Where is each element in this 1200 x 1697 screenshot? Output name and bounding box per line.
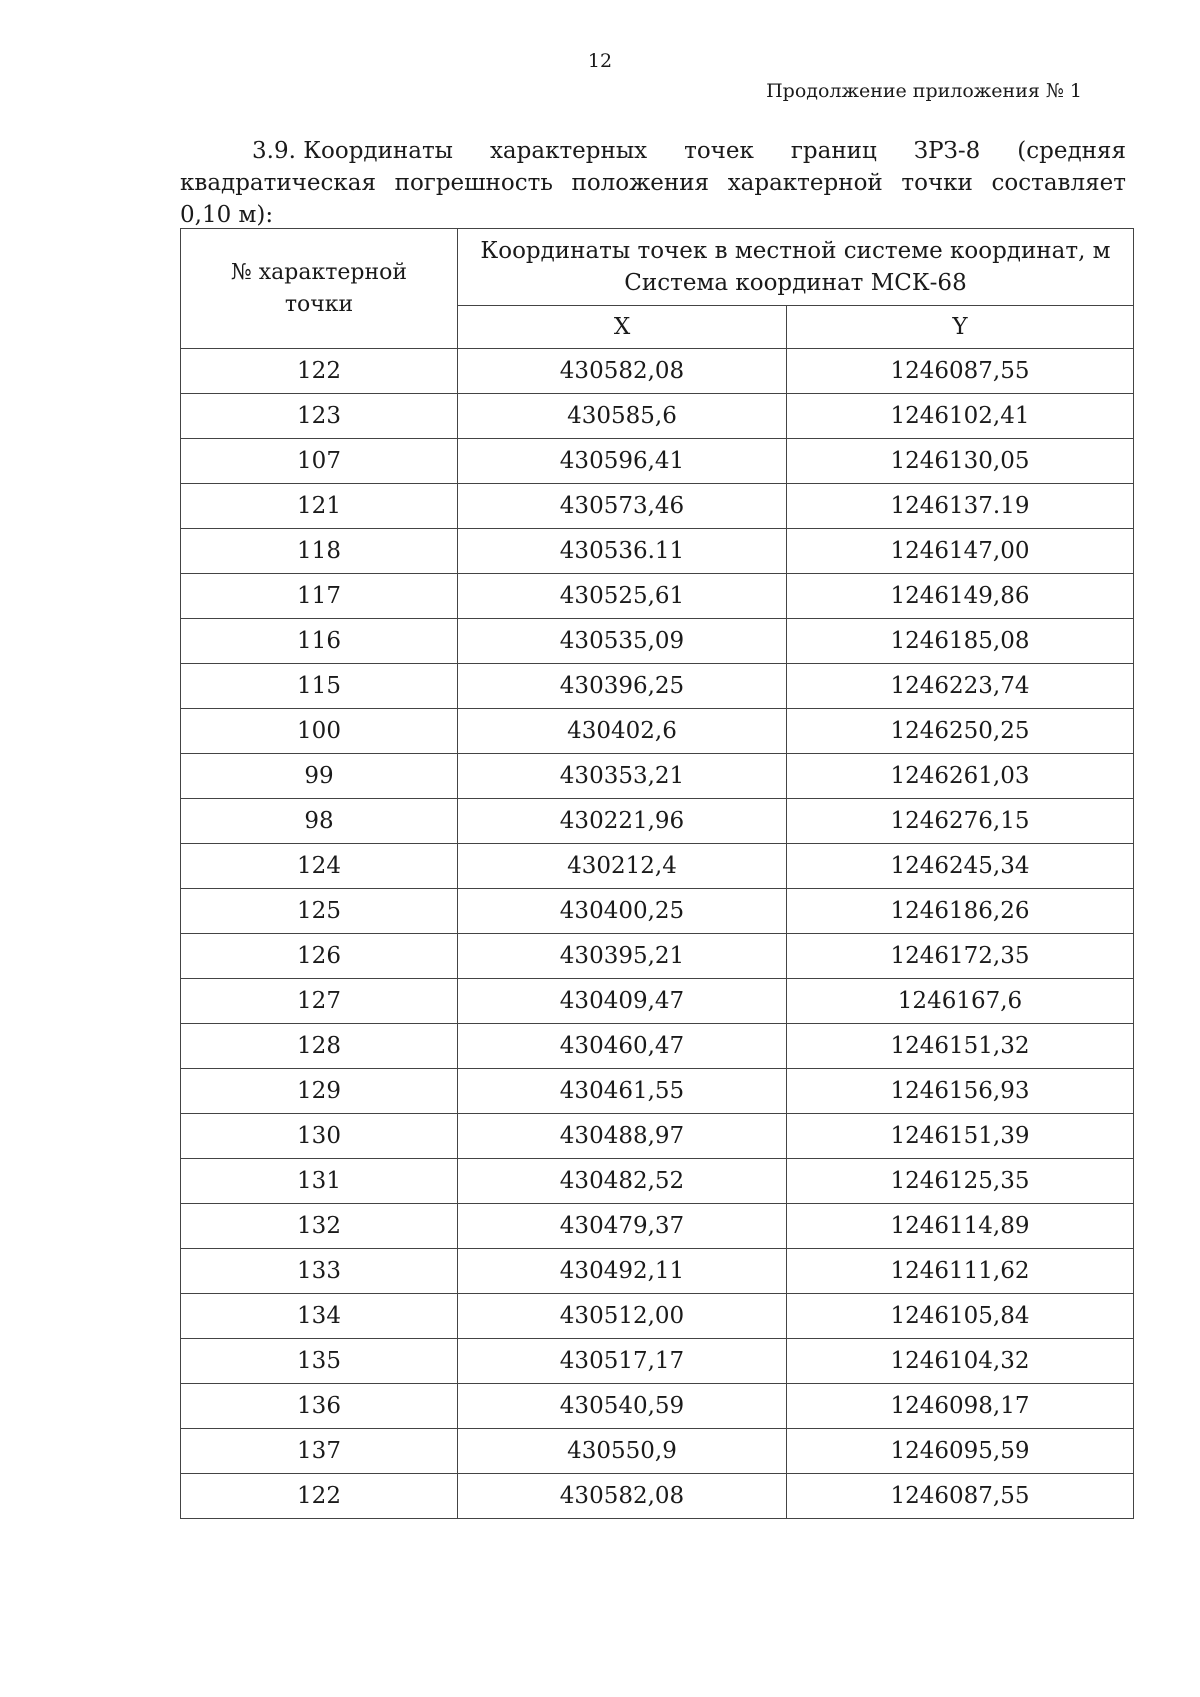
point-number-cell: 126	[181, 934, 458, 979]
intro-word: точек	[684, 138, 754, 164]
intro-word: квадратическая	[180, 170, 376, 196]
point-number-cell: 129	[181, 1069, 458, 1114]
page-number: 12	[587, 50, 613, 72]
coords-header-line-1: Координаты точек в местной системе координат, м	[480, 238, 1111, 264]
table-row	[181, 1024, 1134, 1069]
y-coordinate-cell: 1246087,55	[787, 1474, 1134, 1519]
x-coordinate-cell: 430585,6	[458, 394, 787, 439]
table-row	[181, 1294, 1134, 1339]
y-coordinate-cell: 1246102,41	[787, 394, 1134, 439]
x-coordinate-cell: 430409,47	[458, 979, 787, 1024]
table-header-row	[181, 229, 1134, 306]
point-number-cell: 115	[181, 664, 458, 709]
intro-word: (средняя	[1017, 138, 1126, 164]
x-coordinate-cell: 430517,17	[458, 1339, 787, 1384]
point-number-cell: 116	[181, 619, 458, 664]
intro-word: погрешность	[394, 170, 553, 196]
intro-line-3: 0,10 м):	[180, 202, 274, 228]
x-coordinate-cell: 430402,6	[458, 709, 787, 754]
x-coordinate-cell: 430400,25	[458, 889, 787, 934]
intro-word: положения	[571, 170, 710, 196]
x-coordinate-cell: 430582,08	[458, 349, 787, 394]
point-number-cell: 98	[181, 799, 458, 844]
table-row	[181, 709, 1134, 754]
table-row	[181, 1249, 1134, 1294]
table-row	[181, 1429, 1134, 1474]
coordinates-table	[180, 228, 1134, 1519]
x-coordinate-cell: 430353,21	[458, 754, 787, 799]
y-coordinate-cell: 1246111,62	[787, 1249, 1134, 1294]
section-intro-paragraph	[180, 135, 1126, 231]
y-coordinate-cell: 1246098,17	[787, 1384, 1134, 1429]
table-row	[181, 799, 1134, 844]
y-coordinate-cell: 1246151,39	[787, 1114, 1134, 1159]
table-row	[181, 1204, 1134, 1249]
point-number-cell: 100	[181, 709, 458, 754]
x-coordinate-cell: 430212,4	[458, 844, 787, 889]
intro-word: границ	[790, 138, 877, 164]
y-coordinate-cell: 1246151,32	[787, 1024, 1134, 1069]
point-number-cell: 130	[181, 1114, 458, 1159]
table-row	[181, 979, 1134, 1024]
x-coordinate-cell: 430540,59	[458, 1384, 787, 1429]
point-number-cell: 128	[181, 1024, 458, 1069]
x-coordinate-cell: 430550,9	[458, 1429, 787, 1474]
table-row	[181, 1159, 1134, 1204]
y-coordinate-cell: 1246104,32	[787, 1339, 1134, 1384]
coordinates-group-header	[458, 229, 1134, 306]
y-coordinate-cell: 1246125,35	[787, 1159, 1134, 1204]
point-number-cell: 124	[181, 844, 458, 889]
x-coordinate-cell: 430582,08	[458, 1474, 787, 1519]
point-number-cell: 99	[181, 754, 458, 799]
table-row	[181, 619, 1134, 664]
x-coordinate-cell: 430596,41	[458, 439, 787, 484]
x-coordinate-cell: 430536.11	[458, 529, 787, 574]
point-number-cell: 131	[181, 1159, 458, 1204]
x-coordinate-cell: 430221,96	[458, 799, 787, 844]
intro-word: 3.9. Координаты	[252, 138, 453, 164]
point-number-cell: 107	[181, 439, 458, 484]
point-number-cell: 134	[181, 1294, 458, 1339]
table-header	[181, 229, 1134, 349]
table-row	[181, 664, 1134, 709]
intro-word: точки	[901, 170, 973, 196]
table-row	[181, 889, 1134, 934]
y-coordinate-cell: 1246250,25	[787, 709, 1134, 754]
point-number-cell: 125	[181, 889, 458, 934]
table-row	[181, 1384, 1134, 1429]
point-number-header	[181, 229, 458, 349]
x-coordinate-cell: 430492,11	[458, 1249, 787, 1294]
intro-word: ЗРЗ-8	[913, 138, 981, 164]
point-number-cell: 135	[181, 1339, 458, 1384]
intro-word: составляет	[991, 170, 1126, 196]
table-row	[181, 529, 1134, 574]
point-number-cell: 127	[181, 979, 458, 1024]
y-coordinate-cell: 1246149,86	[787, 574, 1134, 619]
y-coordinate-cell: 1246156,93	[787, 1069, 1134, 1114]
x-coordinate-cell: 430488,97	[458, 1114, 787, 1159]
x-coordinate-cell: 430535,09	[458, 619, 787, 664]
y-coordinate-cell: 1246095,59	[787, 1429, 1134, 1474]
point-header-line-1: № характерной	[230, 259, 408, 285]
table-row	[181, 1339, 1134, 1384]
table-row	[181, 754, 1134, 799]
point-number-cell: 133	[181, 1249, 458, 1294]
x-coordinate-cell: 430461,55	[458, 1069, 787, 1114]
x-coordinate-cell: 430479,37	[458, 1204, 787, 1249]
y-coordinate-cell: 1246167,6	[787, 979, 1134, 1024]
point-number-cell: 118	[181, 529, 458, 574]
y-coordinate-cell: 1246087,55	[787, 349, 1134, 394]
y-coordinate-cell: 1246114,89	[787, 1204, 1134, 1249]
x-column-header: X	[458, 306, 787, 349]
x-coordinate-cell: 430395,21	[458, 934, 787, 979]
point-number-cell: 117	[181, 574, 458, 619]
intro-line-2	[180, 167, 1126, 199]
x-coordinate-cell: 430482,52	[458, 1159, 787, 1204]
table-row	[181, 439, 1134, 484]
y-coordinate-cell: 1246137.19	[787, 484, 1134, 529]
point-number-cell: 122	[181, 1474, 458, 1519]
point-header-line-2: точки	[284, 291, 354, 317]
x-coordinate-cell: 430512,00	[458, 1294, 787, 1339]
y-coordinate-cell: 1246276,15	[787, 799, 1134, 844]
point-number-cell: 136	[181, 1384, 458, 1429]
y-coordinate-cell: 1246186,26	[787, 889, 1134, 934]
table-row	[181, 1069, 1134, 1114]
point-number-cell: 122	[181, 349, 458, 394]
table-row	[181, 394, 1134, 439]
point-number-cell: 123	[181, 394, 458, 439]
appendix-continuation-label: Продолжение приложения № 1	[766, 80, 1082, 102]
table-body	[181, 349, 1134, 1519]
intro-line-1	[180, 135, 1126, 167]
table-row	[181, 1474, 1134, 1519]
x-coordinate-cell: 430573,46	[458, 484, 787, 529]
x-coordinate-cell: 430525,61	[458, 574, 787, 619]
x-coordinate-cell: 430460,47	[458, 1024, 787, 1069]
point-number-cell: 121	[181, 484, 458, 529]
intro-word: характерной	[727, 170, 883, 196]
coords-header-line-2: Система координат МСК-68	[624, 270, 967, 296]
y-coordinate-cell: 1246223,74	[787, 664, 1134, 709]
y-coordinate-cell: 1246185,08	[787, 619, 1134, 664]
table-row	[181, 574, 1134, 619]
intro-word: характерных	[489, 138, 648, 164]
x-coordinate-cell: 430396,25	[458, 664, 787, 709]
point-number-cell: 132	[181, 1204, 458, 1249]
table-row	[181, 844, 1134, 889]
y-coordinate-cell: 1246130,05	[787, 439, 1134, 484]
table-row	[181, 349, 1134, 394]
y-coordinate-cell: 1246105,84	[787, 1294, 1134, 1339]
y-column-header: Y	[787, 306, 1134, 349]
y-coordinate-cell: 1246172,35	[787, 934, 1134, 979]
table-row	[181, 1114, 1134, 1159]
y-coordinate-cell: 1246147,00	[787, 529, 1134, 574]
table-row	[181, 934, 1134, 979]
y-coordinate-cell: 1246261,03	[787, 754, 1134, 799]
table-row	[181, 484, 1134, 529]
y-coordinate-cell: 1246245,34	[787, 844, 1134, 889]
point-number-cell: 137	[181, 1429, 458, 1474]
